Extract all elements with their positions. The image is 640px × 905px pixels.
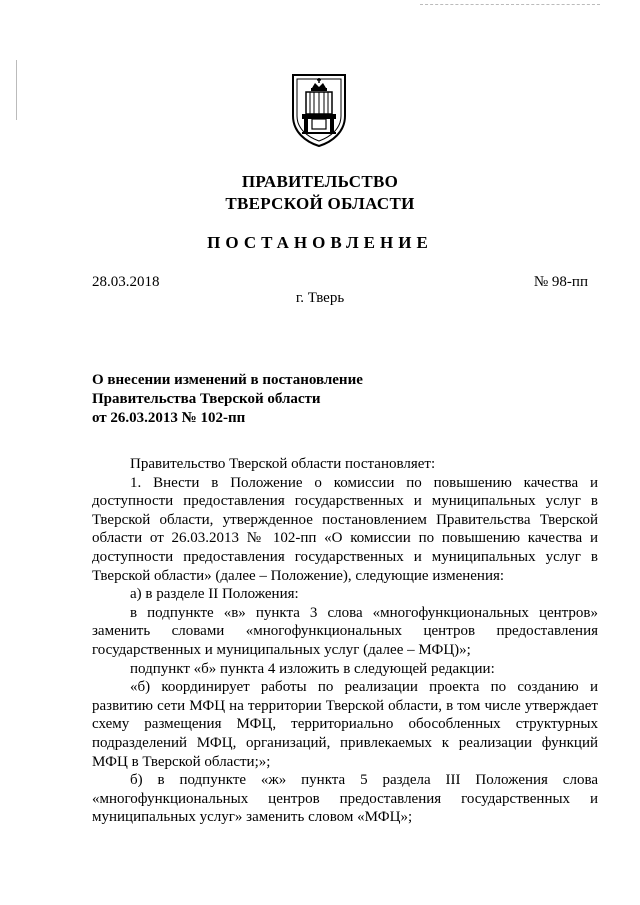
scan-artifact-left (16, 60, 17, 120)
body-paragraph: Правительство Тверской области постановляет: (130, 456, 436, 472)
document-date: 28.03.2018 (92, 274, 160, 290)
body-paragraph: а) в разделе II Положения: (130, 586, 299, 603)
document-subject (92, 371, 432, 428)
subject-line: О внесении изменений в постановление (92, 372, 363, 388)
subject-line: от 26.03.2013 № 102-пп (92, 410, 246, 426)
body-paragraph: б) в подпункте «ж» пункта 5 раздела III Положения слова «многофункциональных центров предоставления государственных и муниципальных услуг» заменить словом «МФЦ»; (92, 772, 598, 826)
organization-name-line2: ТВЕРСКОЙ ОБЛАСТИ (225, 194, 415, 213)
document-city: г. Тверь (295, 290, 345, 306)
document-type: ПОСТАНОВЛЕНИЕ (207, 233, 433, 252)
document-body (92, 455, 598, 827)
body-paragraph: подпункт «б» пункта 4 изложить в следующей редакции: (130, 660, 495, 677)
body-paragraph: 1. Внести в Положение о комиссии по повышению качества и доступности предоставления государственных и муниципальных услуг в Тверской области, утвержденное постановлением Правительства Тверской области от 26.03.2013 № 102-пп «О комиссии по повышению качества и доступности предоставления государственных и муниципальных услуг в Тверской области» (далее – Положение), следующие изменения: (92, 474, 598, 584)
tver-coat-of-arms-icon (290, 72, 348, 148)
body-paragraph: «б) координирует работы по реализации проекта по созданию и развитию сети МФЦ на территории Тверской области, в том числе утверждает схему размещения МФЦ, территориально обособленных структурных подразделений МФЦ, организаций, привлекаемых к реализации функций МФЦ в Тверской области;»; (92, 679, 598, 770)
organization-name-line1: ПРАВИТЕЛЬСТВО (241, 172, 399, 191)
body-paragraph: в подпункте «в» пункта 3 слова «многофункциональных центров» заменить словами «многофункциональных центров предоставления государственных и муниципальных услуг (далее – МФЦ)»; (92, 604, 598, 658)
scan-artifact (420, 4, 600, 9)
subject-line: Правительства Тверской области (92, 391, 321, 407)
document-number: № 98-пп (533, 274, 588, 290)
